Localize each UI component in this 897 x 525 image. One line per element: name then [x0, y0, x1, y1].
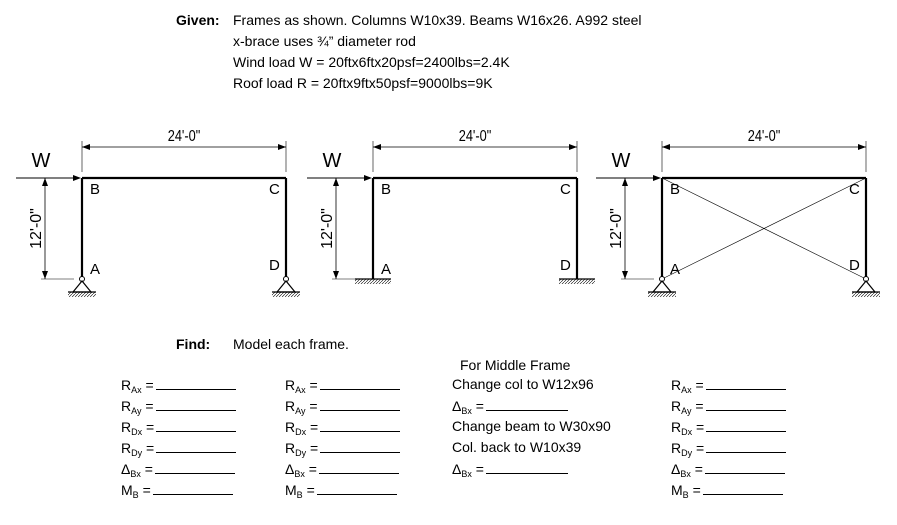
given-line-3: Wind load W = 20ftx6ftx20psf=2400lbs=2.4K	[233, 54, 510, 70]
field-equals: =	[690, 461, 703, 477]
field-equals: =	[692, 440, 705, 456]
frame-3-node-d: D	[849, 257, 860, 274]
field-subscript: Dy	[681, 448, 693, 458]
frame-2-node-a: A	[381, 261, 392, 278]
field-symbol: R	[671, 377, 682, 393]
frame-1-load-arrowhead	[73, 175, 81, 181]
field-subscript: Ax	[131, 385, 142, 395]
col-4-field-r-dy	[671, 440, 786, 458]
frame-2-height-arrow-top	[333, 178, 339, 186]
field-subscript: Dx	[131, 427, 143, 437]
middle-frame-text-3: Change beam to W30x90	[452, 418, 611, 434]
field-symbol: R	[121, 419, 132, 435]
frame-3-span-arrow-left	[662, 144, 670, 150]
middle-frame-field-delta-bx-5	[452, 461, 568, 479]
col-1-field-r-dx	[121, 419, 236, 437]
field-equals: =	[138, 482, 151, 498]
frame-1-support-d-hatch	[272, 292, 300, 297]
find-label: Find:	[176, 336, 211, 352]
field-symbol: Δ	[671, 461, 681, 477]
given-label: Given:	[176, 12, 220, 28]
frame-3-node-a: A	[670, 261, 681, 278]
answer-blank[interactable]	[156, 377, 236, 390]
field-subscript: Dx	[295, 427, 307, 437]
frame-2-node-b: B	[381, 181, 392, 198]
field-symbol: R	[121, 398, 132, 414]
frame-1-node-b: B	[90, 181, 101, 198]
answer-blank[interactable]	[486, 461, 568, 474]
col-4-field-delta-bx	[671, 461, 785, 479]
field-subscript: Bx	[680, 469, 691, 479]
frame-1-span-arrow-right	[278, 144, 286, 150]
col-2-field-delta-bx	[285, 461, 399, 479]
field-symbol: R	[121, 440, 132, 456]
field-symbol: Δ	[452, 398, 462, 414]
frame-3-height-label: 12'-0"	[608, 208, 625, 249]
field-symbol: Δ	[452, 461, 462, 477]
frame-3-load-arrowhead	[653, 175, 661, 181]
field-subscript: Dy	[295, 448, 307, 458]
field-symbol: R	[671, 398, 682, 414]
col-4-field-r-ay	[671, 398, 786, 416]
given-line-1: Frames as shown. Columns W10x39. Beams W16x26. A992 steel	[233, 12, 642, 28]
col-4-field-r-dx	[671, 419, 786, 437]
answer-blank[interactable]	[706, 377, 786, 390]
frame-1-span-label: 24'-0"	[167, 127, 201, 146]
frame-3-load-label: W	[611, 150, 631, 172]
field-equals: =	[688, 482, 701, 498]
field-symbol: R	[285, 440, 296, 456]
field-symbol: R	[285, 398, 296, 414]
field-equals: =	[141, 377, 154, 393]
answer-blank[interactable]	[703, 482, 783, 495]
answer-blank[interactable]	[317, 482, 397, 495]
frame-2-load-arrowhead	[364, 175, 372, 181]
field-equals: =	[302, 482, 315, 498]
field-equals: =	[692, 419, 705, 435]
field-equals: =	[304, 461, 317, 477]
field-subscript: Ax	[295, 385, 306, 395]
frame-1-node-c: C	[269, 181, 280, 198]
frame-2-span-arrow-right	[569, 144, 577, 150]
field-equals: =	[305, 377, 318, 393]
frame-1-height-label: 12'-0"	[28, 208, 45, 249]
answer-blank[interactable]	[320, 377, 400, 390]
field-subscript: Ay	[681, 406, 692, 416]
field-subscript: Dy	[131, 448, 143, 458]
field-equals: =	[471, 461, 484, 477]
answer-blank[interactable]	[486, 398, 568, 411]
answer-blank[interactable]	[706, 440, 786, 453]
answer-blank[interactable]	[156, 398, 236, 411]
field-symbol: R	[285, 377, 296, 393]
frame-2-support-d-hatch	[559, 279, 595, 284]
frame-1-support-d-triangle	[277, 281, 295, 292]
frame-2-span-label: 24'-0"	[458, 127, 492, 146]
field-symbol: Δ	[121, 461, 131, 477]
frame-1-support-a-triangle	[73, 281, 91, 292]
answer-blank[interactable]	[155, 461, 235, 474]
frame-3-height-arrow-top	[622, 178, 628, 186]
field-equals: =	[141, 398, 154, 414]
frame-1-load-label: W	[31, 150, 51, 172]
field-symbol: M	[285, 482, 297, 498]
frame-2-span-arrow-left	[373, 144, 381, 150]
col-2-field-r-ax	[285, 377, 400, 395]
middle-frame-text-4: Col. back to W10x39	[452, 439, 582, 455]
answer-blank[interactable]	[705, 461, 785, 474]
field-subscript: Ay	[295, 406, 306, 416]
field-equals: =	[140, 461, 153, 477]
frame-2-support-a-hatch	[355, 279, 391, 284]
middle-frame-title: For Middle Frame	[460, 357, 571, 373]
field-subscript: Bx	[461, 406, 472, 416]
field-equals: =	[306, 419, 319, 435]
col-1-field-r-ax	[121, 377, 236, 395]
field-subscript: B	[682, 490, 689, 500]
answer-blank[interactable]	[153, 482, 233, 495]
answer-blank[interactable]	[156, 440, 236, 453]
field-equals: =	[142, 419, 155, 435]
answer-blank[interactable]	[319, 461, 399, 474]
answer-blank[interactable]	[706, 398, 786, 411]
field-symbol: R	[121, 377, 132, 393]
frame-3-support-a-hatch	[648, 292, 676, 297]
middle-frame-field-delta-bx-2	[452, 398, 568, 416]
field-subscript: B	[296, 490, 303, 500]
field-subscript: Ax	[681, 385, 692, 395]
col-2-field-r-dy	[285, 440, 400, 458]
field-subscript: Dx	[681, 427, 693, 437]
answer-blank[interactable]	[320, 398, 400, 411]
field-equals: =	[471, 398, 484, 414]
field-subscript: Ay	[131, 406, 142, 416]
col-1-field-delta-bx	[121, 461, 235, 479]
answer-blank[interactable]	[320, 419, 400, 432]
col-4-field-m-b	[671, 482, 783, 500]
field-symbol: R	[671, 440, 682, 456]
frame-3-node-c: C	[849, 181, 860, 198]
field-equals: =	[306, 440, 319, 456]
col-1-field-m-b	[121, 482, 233, 500]
col-1-field-r-ay	[121, 398, 236, 416]
frame-1-node-d: D	[269, 257, 280, 274]
given-line-2: x-brace uses ¾” diameter rod	[233, 33, 416, 49]
field-symbol: R	[285, 419, 296, 435]
field-subscript: Bx	[461, 469, 472, 479]
frame-3-support-d-triangle	[857, 281, 875, 292]
frame-2-height-arrow-bottom	[333, 271, 339, 279]
frame-1-height-arrow-top	[42, 178, 48, 186]
frame-3-node-b: B	[670, 181, 681, 198]
field-equals: =	[142, 440, 155, 456]
col-1-field-r-dy	[121, 440, 236, 458]
field-symbol: M	[121, 482, 133, 498]
field-symbol: M	[671, 482, 683, 498]
frame-2-height-label: 12'-0"	[319, 208, 336, 249]
frame-3-span-label: 24'-0"	[747, 127, 781, 146]
field-subscript: Bx	[130, 469, 141, 479]
field-equals: =	[691, 377, 704, 393]
middle-frame-text-1: Change col to W12x96	[452, 376, 594, 392]
frame-3-span-arrow-right	[858, 144, 866, 150]
frame-1-node-a: A	[90, 261, 101, 278]
answer-blank[interactable]	[156, 419, 236, 432]
frame-3-support-a-triangle	[653, 281, 671, 292]
frame-1-span-arrow-left	[82, 144, 90, 150]
frame-3-support-d-hatch	[852, 292, 880, 297]
answer-blank[interactable]	[320, 440, 400, 453]
col-2-field-m-b	[285, 482, 397, 500]
answer-blank[interactable]	[706, 419, 786, 432]
frame-2-load-label: W	[322, 150, 342, 172]
field-symbol: Δ	[285, 461, 295, 477]
field-subscript: Bx	[294, 469, 305, 479]
field-subscript: B	[132, 490, 139, 500]
frame-1-height-arrow-bottom	[42, 271, 48, 279]
frame-2-node-c: C	[560, 181, 571, 198]
col-2-field-r-dx	[285, 419, 400, 437]
field-symbol: R	[671, 419, 682, 435]
find-text: Model each frame.	[233, 336, 349, 352]
field-equals: =	[691, 398, 704, 414]
given-line-4: Roof load R = 20ftx9ftx50psf=9000lbs=9K	[233, 75, 493, 91]
col-2-field-r-ay	[285, 398, 400, 416]
field-equals: =	[305, 398, 318, 414]
frame-2-node-d: D	[560, 257, 571, 274]
col-4-field-r-ax	[671, 377, 786, 395]
frame-3-height-arrow-bottom	[622, 271, 628, 279]
frame-1-support-a-hatch	[68, 292, 96, 297]
